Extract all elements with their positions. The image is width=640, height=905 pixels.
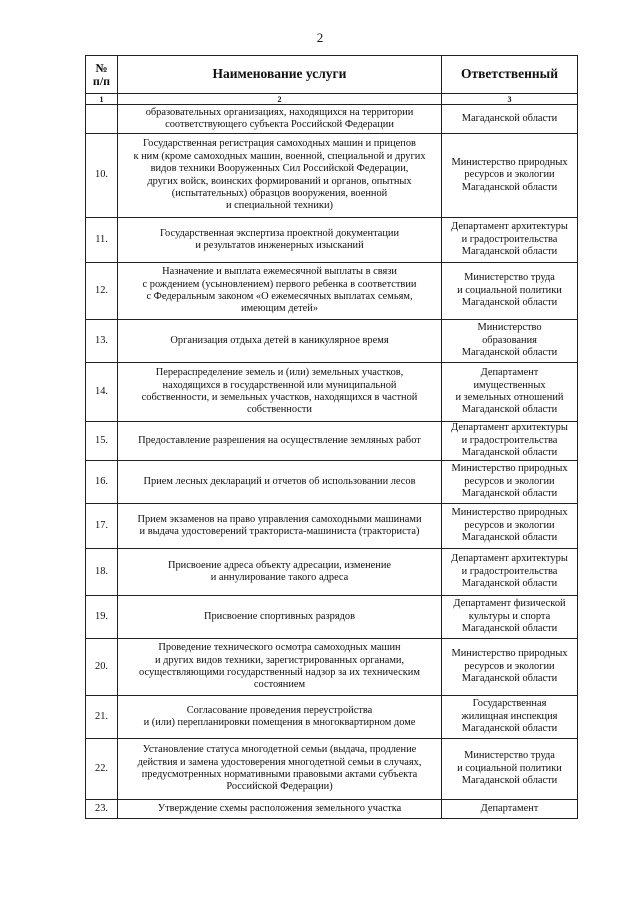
table-row xyxy=(86,596,578,639)
row-number: 12. xyxy=(86,263,118,320)
responsible-body: Министерство труда и социальной политики Магаданской области xyxy=(442,263,578,320)
service-name: Организация отдыха детей в каникулярное время xyxy=(118,320,442,363)
responsible-body: Министерство природных ресурсов и экологии Магаданской области xyxy=(442,461,578,504)
table-row xyxy=(86,320,578,363)
table-row xyxy=(86,696,578,739)
row-number: 11. xyxy=(86,218,118,263)
row-number: 20. xyxy=(86,639,118,696)
table-row xyxy=(86,461,578,504)
responsible-body: Магаданской области xyxy=(442,105,578,134)
column-index-row xyxy=(86,94,578,105)
service-name: Перераспределение земель и (или) земельных участков, находящихся в государственной или муниципальной собственности, и земельных участков, находящихся в частной собственности xyxy=(118,363,442,422)
responsible-body: Министерство природных ресурсов и экологии Магаданской области xyxy=(442,639,578,696)
row-number: 13. xyxy=(86,320,118,363)
row-number: 18. xyxy=(86,549,118,596)
responsible-body: Министерство природных ресурсов и экологии Магаданской области xyxy=(442,504,578,549)
table-row xyxy=(86,639,578,696)
service-name: Проведение технического осмотра самоходных машин и других видов техники, зарегистрированных органами, осуществляющими государственный надзор за их техническим состоянием xyxy=(118,639,442,696)
service-name: Установление статуса многодетной семьи (выдача, продление действия и замена удостоверения многодетной семьи в случаях, предусмотренных нормативными правовыми актами субъекта Российской Федерации) xyxy=(118,739,442,800)
row-number xyxy=(86,105,118,134)
service-name: Согласование проведения переустройства и (или) перепланировки помещения в многоквартирном доме xyxy=(118,696,442,739)
header-responsible: Ответственный xyxy=(442,56,578,94)
table-row xyxy=(86,549,578,596)
row-number: 14. xyxy=(86,363,118,422)
responsible-body: Министерство труда и социальной политики Магаданской области xyxy=(442,739,578,800)
responsible-body: Департамент архитектуры и градостроительства Магаданской области xyxy=(442,422,578,461)
service-name: Прием экзаменов на право управления самоходными машинами и выдача удостоверений тракториста-машиниста (тракториста) xyxy=(118,504,442,549)
service-name: образовательных организациях, находящихся на территории соответствующего субъекта Российской Федерации xyxy=(118,105,442,134)
responsible-body: Министерство образования Магаданской области xyxy=(442,320,578,363)
table-row xyxy=(86,504,578,549)
responsible-body: Государственная жилищная инспекция Магаданской области xyxy=(442,696,578,739)
services-table xyxy=(85,55,578,819)
table-row xyxy=(86,739,578,800)
table-row xyxy=(86,363,578,422)
column-index: 3 xyxy=(442,94,578,105)
row-number: 19. xyxy=(86,596,118,639)
header-number: № п/п xyxy=(86,56,118,94)
table-header-row xyxy=(86,56,578,94)
service-name: Государственная экспертиза проектной документации и результатов инженерных изысканий xyxy=(118,218,442,263)
page-number: 2 xyxy=(316,30,324,45)
row-number: 23. xyxy=(86,800,118,819)
responsible-body: Министерство природных ресурсов и экологии Магаданской области xyxy=(442,134,578,218)
table-row xyxy=(86,800,578,819)
service-name: Назначение и выплата ежемесячной выплаты в связи с рождением (усыновлением) первого ребенка в соответствии с Федеральным законом «О ежемесячных выплатах семьям, имеющим детей» xyxy=(118,263,442,320)
service-name: Присвоение спортивных разрядов xyxy=(118,596,442,639)
row-number: 17. xyxy=(86,504,118,549)
service-name: Государственная регистрация самоходных машин и прицепов к ним (кроме самоходных машин, военной, специальной и других видов техники Вооруженных Сил Российской Федерации, других войск, воинских формирований и органов, опытных (испытательных) образцов вооружения, военной и специальной техники) xyxy=(118,134,442,218)
table-row xyxy=(86,218,578,263)
responsible-body: Департамент xyxy=(442,800,578,819)
responsible-body: Департамент имущественных и земельных отношений Магаданской области xyxy=(442,363,578,422)
row-number: 15. xyxy=(86,422,118,461)
service-name: Прием лесных деклараций и отчетов об использовании лесов xyxy=(118,461,442,504)
table-row xyxy=(86,263,578,320)
column-index: 2 xyxy=(118,94,442,105)
table-row xyxy=(86,422,578,461)
row-number: 10. xyxy=(86,134,118,218)
service-name: Предоставление разрешения на осуществление земляных работ xyxy=(118,422,442,461)
table-row xyxy=(86,105,578,134)
header-service-name: Наименование услуги xyxy=(118,56,442,94)
service-name: Присвоение адреса объекту адресации, изменение и аннулирование такого адреса xyxy=(118,549,442,596)
service-name: Утверждение схемы расположения земельного участка xyxy=(118,800,442,819)
table-row xyxy=(86,134,578,218)
row-number: 22. xyxy=(86,739,118,800)
row-number: 21. xyxy=(86,696,118,739)
row-number: 16. xyxy=(86,461,118,504)
responsible-body: Департамент архитектуры и градостроительства Магаданской области xyxy=(442,218,578,263)
responsible-body: Департамент физической культуры и спорта Магаданской области xyxy=(442,596,578,639)
responsible-body: Департамент архитектуры и градостроительства Магаданской области xyxy=(442,549,578,596)
column-index: 1 xyxy=(86,94,118,105)
